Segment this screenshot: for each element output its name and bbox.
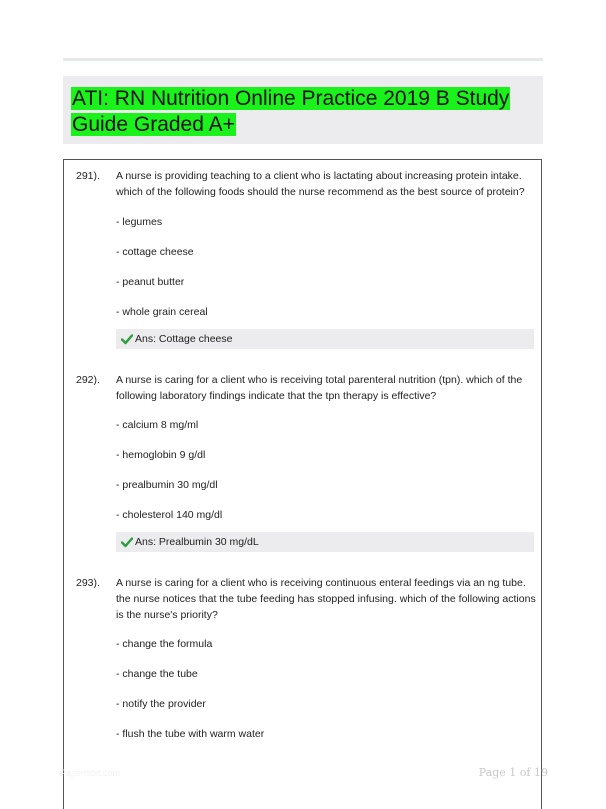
question-number: 292). [76,374,100,386]
answer-box [116,532,534,552]
checkmark-icon [121,535,133,549]
option-item: - change the formula [116,638,213,650]
option-item: - cholesterol 140 mg/dl [116,509,223,521]
question-text: A nurse is caring for a client who is receiving continuous enteral feedings via an ng tube. the nurse notices that the tube feeding has stopped infusing. which of the following actions is the nurse's priority? [116,577,536,621]
question-text: A nurse is caring for a client who is receiving total parenteral nutrition (tpn). which of the following laboratory findings indicate that the tpn therapy is effective? [116,374,523,402]
option-item: - notify the provider [116,698,206,710]
option-item: - whole grain cereal [116,306,208,318]
checkmark-icon [121,332,133,346]
option-item: - hemoglobin 9 g/dl [116,449,206,461]
question-text: A nurse is providing teaching to a client who is lactating about increasing protein intake. which of the following foods should the nurse recommend as the best source of protein? [116,170,525,198]
question-number: 293). [76,577,100,589]
answer-text: Ans: Prealbumin 30 mg/dL [135,536,259,548]
answer-text: Ans: Cottage cheese [135,333,233,345]
page-title [71,86,521,138]
option-item: - cottage cheese [116,246,194,258]
watermark: Paperhibit.com [60,768,121,778]
questions-panel [63,159,542,809]
option-item: - flush the tube with warm water [116,728,265,740]
top-divider [63,58,543,61]
title-banner [63,76,543,144]
option-item: - prealbumin 30 mg/dl [116,479,218,491]
question-number: 291). [76,170,100,182]
option-item: - change the tube [116,668,198,680]
page-number: Page 1 of 19 [478,766,548,779]
option-item: - legumes [116,216,163,228]
title-highlight: ATI: RN Nutrition Online Practice 2019 B Study Guide Graded A+ [72,87,510,136]
option-item: - peanut butter [116,276,185,288]
option-item: - calcium 8 mg/ml [116,419,199,431]
answer-box [116,329,534,349]
